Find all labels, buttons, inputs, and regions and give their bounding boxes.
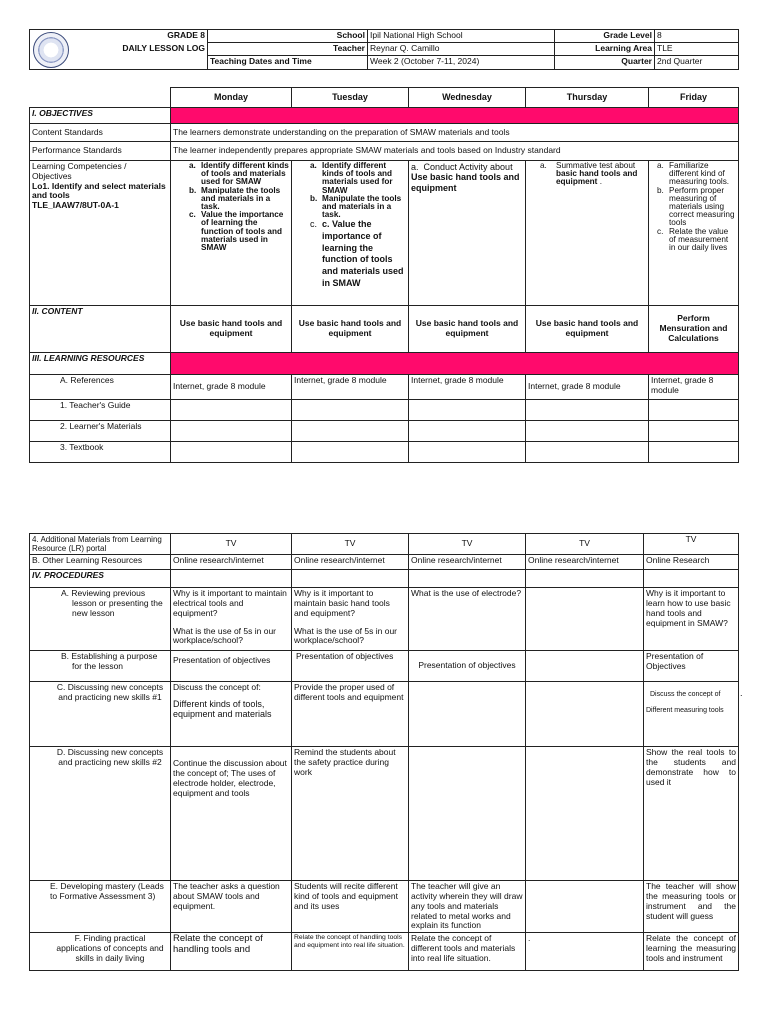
lc-friday <box>649 161 739 306</box>
proc-e-tuesday: Students will recite different kind of tools and equipment and its uses <box>292 881 409 933</box>
lc-wednesday-a: Conduct Activity about <box>423 162 513 172</box>
proc-a-monday-q1: Why is it important to maintain electrical tools and equipment? <box>173 588 287 618</box>
references-thursday: Internet, grade 8 module <box>526 375 649 400</box>
learners-materials-label: 2. Learner's Materials <box>30 421 171 442</box>
proc-b-friday: Presentation of Objectives <box>644 651 739 682</box>
day-wednesday: Wednesday <box>409 88 526 108</box>
lc-tuesday <box>292 161 409 306</box>
objectives-table <box>29 87 739 463</box>
teacher-label: Teacher <box>208 43 368 56</box>
objectives-heading: I. OBJECTIVES <box>30 108 171 124</box>
learning-area-label: Learning Area <box>555 43 655 56</box>
lc-label: Learning Competencies / Objectives <box>32 161 127 181</box>
proc-c-monday-line1: Discuss the concept of: <box>173 682 261 693</box>
additional-tuesday: TV <box>292 534 409 555</box>
content-standards-text: The learners demonstrate understanding on the preparation of SMAW materials and tools <box>171 124 739 142</box>
grade-level-label: Grade Level <box>555 30 655 43</box>
proc-b-label: B. Establishing a purpose for the lesson <box>30 651 171 682</box>
proc-c-monday-line2: Different kinds of tools, equipment and materials <box>173 699 272 720</box>
proc-c-friday-line2: Different measuring tools <box>646 707 724 715</box>
proc-e-monday: The teacher asks a question about SMAW tools and equipment. <box>171 881 292 933</box>
proc-e-friday: The teacher will show the measuring tools or instrument and the student will guess <box>644 881 739 933</box>
proc-a-monday <box>171 588 292 651</box>
procedures-table <box>29 533 739 971</box>
proc-a-friday: Why is it important to learn how to use basic hand tools and equipment in SMAW? <box>644 588 739 651</box>
proc-e-wednesday: The teacher will give an activity wherein they will draw any tools and materials related to metal works and explain its function <box>409 881 526 933</box>
proc-b-wednesday: Presentation of objectives <box>409 651 526 682</box>
lc-monday-item: a. Identify different kinds of tools and materials used for SMAW <box>189 161 289 187</box>
learning-competencies-cell <box>30 161 171 306</box>
lc-monday-item: b. Manipulate the tools and materials in a task. <box>189 185 281 212</box>
dates-value: Week 2 (October 7-11, 2024) <box>368 56 555 70</box>
lc-tuesday-item: b. Manipulate the tools and materials in a task. <box>310 193 402 220</box>
proc-f-monday: Relate the concept of handling tools and <box>171 933 292 971</box>
proc-d-label: D. Discussing new concepts and practicing new skills #2 <box>30 747 171 881</box>
additional-wednesday: TV <box>409 534 526 555</box>
additional-thursday: TV <box>526 534 644 555</box>
school-value: Ipil National High School <box>368 30 555 43</box>
additional-friday: TV <box>644 534 739 555</box>
grade-level-value: 8 <box>655 30 739 43</box>
day-monday: Monday <box>171 88 292 108</box>
other-tuesday: Online research/internet <box>292 555 409 570</box>
references-label: A. References <box>30 375 171 400</box>
lc-thursday: a. Summative test about basic hand tools and equipment . <box>526 161 649 306</box>
deped-seal-logo <box>33 32 69 68</box>
proc-a-tuesday-q2: What is the use of 5s in our workplace/school? <box>294 625 397 646</box>
lc-friday-item: b. Perform proper measuring of materials using correct measuring tools <box>657 185 735 228</box>
proc-c-monday <box>171 682 292 747</box>
performance-standards-text: The learner independently prepares appropriate SMAW materials and tools based on Industry standard <box>171 142 739 161</box>
log-title: DAILY LESSON LOG <box>72 43 208 56</box>
grade-label: GRADE 8 <box>72 30 208 43</box>
references-monday: Internet, grade 8 module <box>171 375 292 400</box>
references-tuesday: Internet, grade 8 module <box>292 375 409 400</box>
content-wednesday: Use basic hand tools and equipment <box>409 306 526 353</box>
proc-f-tuesday: Relate the concept of handling tools and equipment into real life situation. <box>292 933 409 971</box>
content-heading: II. CONTENT <box>30 306 171 353</box>
resources-highlight-bar <box>171 353 739 375</box>
objectives-highlight-bar <box>171 108 739 124</box>
day-friday: Friday <box>649 88 739 108</box>
learning-area-value: TLE <box>655 43 739 56</box>
day-tuesday: Tuesday <box>292 88 409 108</box>
other-thursday: Online research/internet <box>526 555 644 570</box>
teachers-guide-label: 1. Teacher's Guide <box>30 400 171 421</box>
header-table <box>29 29 739 70</box>
proc-b-monday: Presentation of objectives <box>171 651 292 682</box>
quarter-value: 2nd Quarter <box>655 56 739 70</box>
other-wednesday: Online research/internet <box>409 555 526 570</box>
references-friday: Internet, grade 8 module <box>649 375 739 400</box>
lc-thursday-a: Summative test about <box>556 161 636 170</box>
references-wednesday: Internet, grade 8 module <box>409 375 526 400</box>
day-thursday: Thursday <box>526 88 649 108</box>
lc-wednesday-b: Use basic hand tools and equipment <box>411 172 520 193</box>
proc-a-tuesday <box>292 588 409 651</box>
lc-tuesday-item: c. c. Value the importance of learning the function of tools and materials used in SMAW <box>310 219 404 288</box>
lc-friday-item: c. Relate the value of measurement in our daily lives <box>657 226 729 253</box>
proc-a-label: A. Reviewing previous lesson or presenting the new lesson <box>30 588 171 651</box>
quarter-label: Quarter <box>555 56 655 70</box>
proc-f-friday: Relate the concept of learning the measuring tools and instrument <box>644 933 739 971</box>
proc-b-tuesday: Presentation of objectives <box>292 651 409 682</box>
content-monday: Use basic hand tools and equipment <box>171 306 292 353</box>
content-standards-label: Content Standards <box>30 124 171 142</box>
proc-c-tuesday: Provide the proper used of different tools and equipment <box>292 682 409 747</box>
proc-d-tuesday: Remind the students about the safety practice during work <box>292 747 409 881</box>
lc-code-2: TLE_IAAW7/8UT-0A-1 <box>32 200 119 211</box>
lc-monday <box>171 161 292 306</box>
deped-seal <box>30 30 72 70</box>
proc-f-wednesday: Relate the concept of different tools and materials into real life situation. <box>409 933 526 971</box>
performance-standards-label: Performance Standards <box>30 142 171 161</box>
lc-monday-item: c. Value the importance of learning the function of tools and materials used in SMAW <box>189 210 284 253</box>
proc-d-monday: Continue the discussion about the concept of; The uses of electrode holder, electrode, equipment and tools <box>171 747 292 881</box>
content-friday: Perform Mensuration and Calculations <box>649 306 739 353</box>
proc-d-friday: Show the real tools to the students and demonstrate how to used it <box>644 747 739 881</box>
proc-e-label: E. Developing mastery (Leads to Formative Assessment 3) <box>30 881 171 933</box>
proc-f-thursday: . <box>526 933 644 971</box>
content-thursday: Use basic hand tools and equipment <box>526 306 649 353</box>
proc-c-label: C. Discussing new concepts and practicing new skills #1 <box>30 682 171 747</box>
lc-wednesday: a. Conduct Activity about Use basic hand tools and equipment <box>409 161 526 306</box>
lc-tuesday-item: a. Identify different kinds of tools and materials used for SMAW <box>310 161 393 195</box>
procedures-heading: IV. PROCEDURES <box>30 570 171 588</box>
dates-label: Teaching Dates and Time <box>208 56 368 70</box>
proc-c-friday-dot: . <box>740 688 743 698</box>
proc-a-monday-q2: What is the use of 5s in our workplace/school? <box>173 625 276 646</box>
lc-thursday-c: . <box>599 177 602 187</box>
textbook-label: 3. Textbook <box>30 442 171 463</box>
additional-materials-label: 4. Additional Materials from Learning Resource (LR) portal <box>30 534 171 555</box>
additional-monday: TV <box>171 534 292 555</box>
lc-code-1: Lo1. Identify and select materials and tools <box>32 180 166 201</box>
lc-friday-item: a. Familiarize different kind of measuring tools. <box>657 161 730 187</box>
lc-thursday-b: basic hand tools and equipment <box>556 169 638 187</box>
other-friday: Online Research <box>644 555 739 570</box>
resources-heading: III. LEARNING RESOURCES <box>30 353 171 375</box>
proc-c-friday-line1: Discuss the concept of <box>650 691 721 699</box>
other-resources-label: B. Other Learning Resources <box>30 555 171 570</box>
other-monday: Online research/internet <box>171 555 292 570</box>
teacher-value: Reynar Q. Camillo <box>368 43 555 56</box>
proc-f-label: F. Finding practical applications of concepts and skills in daily living <box>30 933 171 971</box>
proc-a-wednesday: What is the use of electrode? <box>409 588 526 651</box>
proc-a-tuesday-q1: Why is it important to maintain basic hand tools and equipment? <box>294 588 390 618</box>
content-tuesday: Use basic hand tools and equipment <box>292 306 409 353</box>
school-label: School <box>208 30 368 43</box>
proc-c-friday <box>644 682 739 747</box>
